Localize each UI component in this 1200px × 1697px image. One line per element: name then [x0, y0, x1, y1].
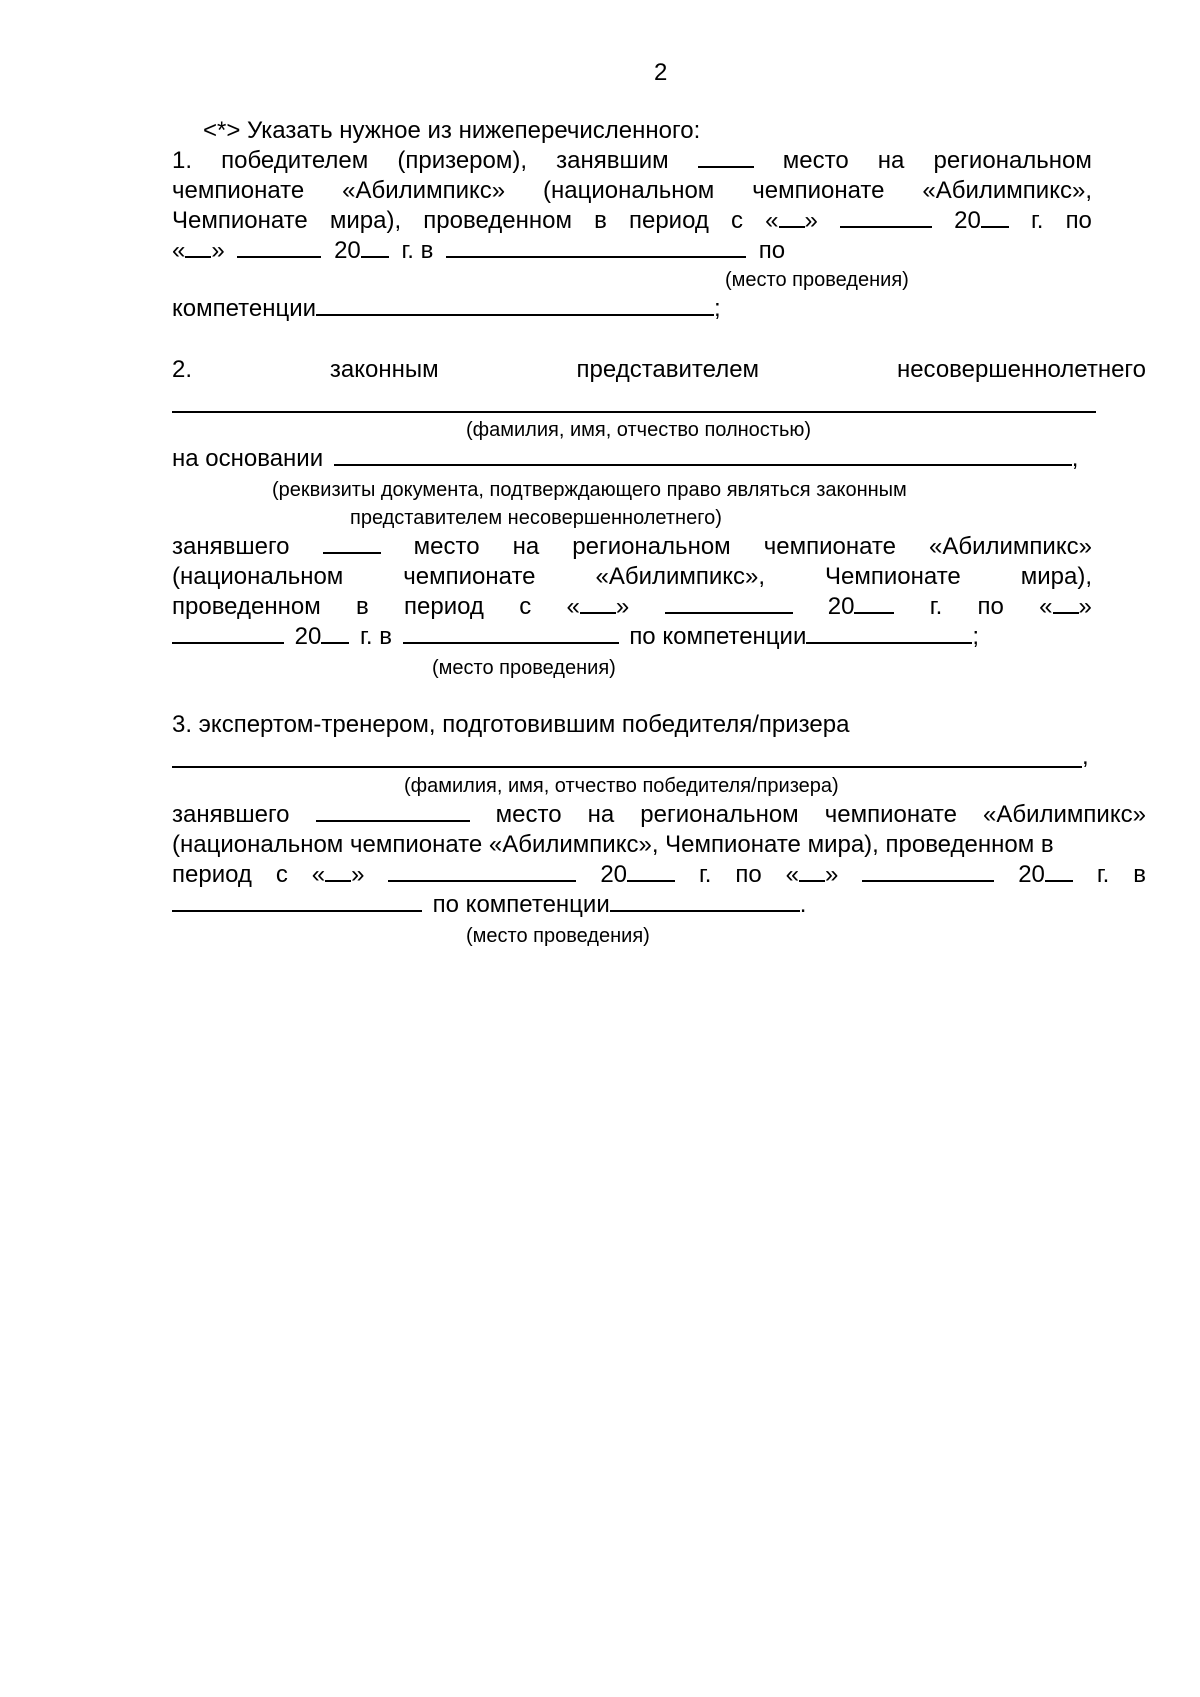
text: в: [1133, 861, 1146, 888]
text: занявшего: [172, 533, 290, 560]
s2-line-2: [172, 532, 1092, 562]
year-blank[interactable]: [321, 622, 349, 644]
text: »: [351, 861, 365, 888]
text: чемпионате: [763, 533, 896, 560]
text: 1.: [172, 147, 193, 174]
text: период: [404, 593, 484, 620]
s2-line-4: [172, 592, 1092, 622]
year-field: [600, 860, 675, 890]
text: «: [1039, 593, 1053, 620]
text: Чемпионате: [172, 207, 308, 234]
text: с: [731, 207, 744, 234]
s1-line-2: [172, 176, 1092, 206]
text: период: [628, 207, 709, 234]
text: занявшим: [556, 147, 669, 174]
note-header: <*> Указать нужное из нижеперечисленного:: [203, 117, 701, 144]
text: »: [615, 593, 630, 620]
text: период: [172, 861, 252, 888]
text: проведенном: [423, 207, 572, 234]
s3-line-4: [172, 860, 1146, 890]
name-caption: (фамилия, имя, отчество победителя/призера): [404, 775, 839, 797]
text: «: [785, 861, 799, 888]
text: победителем: [221, 147, 369, 174]
text: чемпионате: [172, 177, 305, 204]
month-blank[interactable]: [840, 206, 932, 228]
text: (национальном: [543, 177, 715, 204]
text: чемпионате: [752, 177, 885, 204]
name-caption: (фамилия, имя, отчество полностью): [466, 419, 812, 441]
date-day-field: [312, 860, 365, 890]
s1-line-3: [172, 206, 1092, 236]
text: 20: [1018, 861, 1045, 888]
competence-blank[interactable]: [610, 890, 800, 912]
text: чемпионате: [403, 563, 536, 590]
year-blank[interactable]: [627, 860, 675, 882]
text: мира),: [1020, 563, 1092, 590]
text: 20: [334, 237, 361, 264]
text: законным: [329, 356, 439, 383]
day-blank[interactable]: [1053, 592, 1079, 614]
text: региональном: [572, 533, 731, 560]
month-blank[interactable]: [237, 236, 321, 258]
text: по: [735, 861, 762, 888]
year-field: [954, 206, 1009, 236]
text: ;: [714, 295, 721, 322]
text: «Абилимпикс»,: [922, 177, 1092, 204]
s2-line-5: [172, 622, 979, 652]
text: «Абилимпикс»: [929, 533, 1092, 560]
text: на основании: [172, 445, 324, 472]
text: занявшего: [172, 801, 290, 828]
date-day-field: [765, 206, 818, 236]
doc-caption-2: представителем несовершеннолетнего): [350, 507, 722, 529]
basis-line: [172, 444, 1078, 474]
s2-line-1: [172, 355, 1146, 385]
text: по компетенции: [629, 623, 807, 650]
s3-line-5: [172, 890, 806, 920]
text: «: [765, 207, 779, 234]
basis-blank[interactable]: [334, 444, 1072, 466]
text: чемпионате: [824, 801, 957, 828]
place-blank[interactable]: [323, 532, 381, 554]
competence-blank[interactable]: [316, 294, 714, 316]
text: представителем: [576, 356, 760, 383]
text: (национальном: [172, 563, 344, 590]
s3-line-1: 3. экспертом-тренером, подготовившим победителя/призера: [172, 711, 850, 738]
date-day-field: [1039, 592, 1092, 622]
text: »: [1078, 593, 1092, 620]
text: г. в: [360, 623, 392, 650]
text: »: [825, 861, 839, 888]
text: .: [799, 891, 807, 918]
place-blank[interactable]: [403, 622, 619, 644]
place-blank[interactable]: [172, 890, 422, 912]
text: »: [211, 237, 225, 264]
text: региональном: [640, 801, 799, 828]
text: в: [355, 593, 369, 620]
month-blank[interactable]: [172, 622, 284, 644]
day-blank[interactable]: [325, 860, 351, 882]
place-caption: (место проведения): [432, 657, 616, 679]
s1-line-4: [172, 236, 785, 266]
day-blank[interactable]: [799, 860, 825, 882]
text: на: [512, 533, 540, 560]
day-blank[interactable]: [779, 206, 805, 228]
text: с: [275, 861, 288, 888]
text: на: [877, 147, 905, 174]
trailing-comma: ,: [1082, 743, 1089, 770]
month-blank[interactable]: [665, 592, 793, 614]
place-blank[interactable]: [698, 146, 754, 168]
date-day-field: [786, 860, 839, 890]
day-blank[interactable]: [580, 592, 616, 614]
year-field: [828, 592, 895, 622]
year-blank[interactable]: [981, 206, 1009, 228]
text: по: [758, 237, 786, 264]
place-caption: (место проведения): [725, 269, 909, 291]
text: проведенном: [172, 593, 321, 620]
text: г.: [698, 861, 712, 888]
text: с: [519, 593, 532, 620]
place-blank[interactable]: [446, 236, 746, 258]
text: (призером),: [397, 147, 528, 174]
text: «Абилимпикс»: [983, 801, 1146, 828]
text: «: [566, 593, 580, 620]
text: г. в: [401, 237, 434, 264]
text: «: [172, 237, 186, 264]
text: региональном: [933, 147, 1092, 174]
day-blank[interactable]: [185, 236, 211, 258]
text: 20: [600, 861, 628, 888]
text: 20: [827, 593, 855, 620]
page-number: 2: [654, 59, 668, 86]
text: 20: [954, 207, 981, 234]
text: по: [977, 593, 1004, 620]
text: »: [804, 207, 818, 234]
year-blank[interactable]: [1045, 860, 1073, 882]
text: ,: [1071, 445, 1079, 472]
text: по: [1065, 207, 1092, 234]
competence-blank[interactable]: [806, 622, 972, 644]
text: ;: [972, 623, 980, 650]
text: Чемпионате: [825, 563, 961, 590]
s3-line-3: (национальном чемпионате «Абилимпикс», Чемпионате мира), проведенном в: [172, 831, 1054, 858]
text: г.: [1096, 861, 1110, 888]
text: «Абилимпикс»,: [595, 563, 766, 590]
text: 2.: [172, 356, 193, 383]
text: компетенции: [172, 295, 317, 322]
s1-line-1: [172, 146, 1092, 176]
name-line[interactable]: [172, 766, 1082, 768]
s3-line-2: [172, 800, 1146, 830]
s1-line-5: [172, 294, 721, 324]
text: на: [587, 801, 615, 828]
text: г.: [929, 593, 943, 620]
year-blank[interactable]: [854, 592, 894, 614]
month-blank[interactable]: [388, 860, 576, 882]
year-field: [1018, 860, 1073, 890]
date-day-field: [567, 592, 630, 622]
text: мира),: [329, 207, 402, 234]
text: в: [594, 207, 607, 234]
place-blank[interactable]: [316, 800, 470, 822]
text: несовершеннолетнего: [896, 356, 1146, 383]
text: место: [495, 801, 562, 828]
name-line[interactable]: [172, 411, 1096, 413]
month-blank[interactable]: [862, 860, 994, 882]
text: по компетенции: [432, 891, 610, 918]
text: 20: [294, 623, 322, 650]
s2-line-3: [172, 562, 1092, 592]
text: «Абилимпикс»: [342, 177, 506, 204]
text: г.: [1030, 207, 1044, 234]
year-blank[interactable]: [361, 236, 389, 258]
doc-caption-1: (реквизиты документа, подтверждающего право являться законным: [272, 479, 907, 501]
text: место: [782, 147, 849, 174]
text: место: [413, 533, 480, 560]
place-caption: (место проведения): [466, 925, 650, 947]
text: «: [311, 861, 326, 888]
